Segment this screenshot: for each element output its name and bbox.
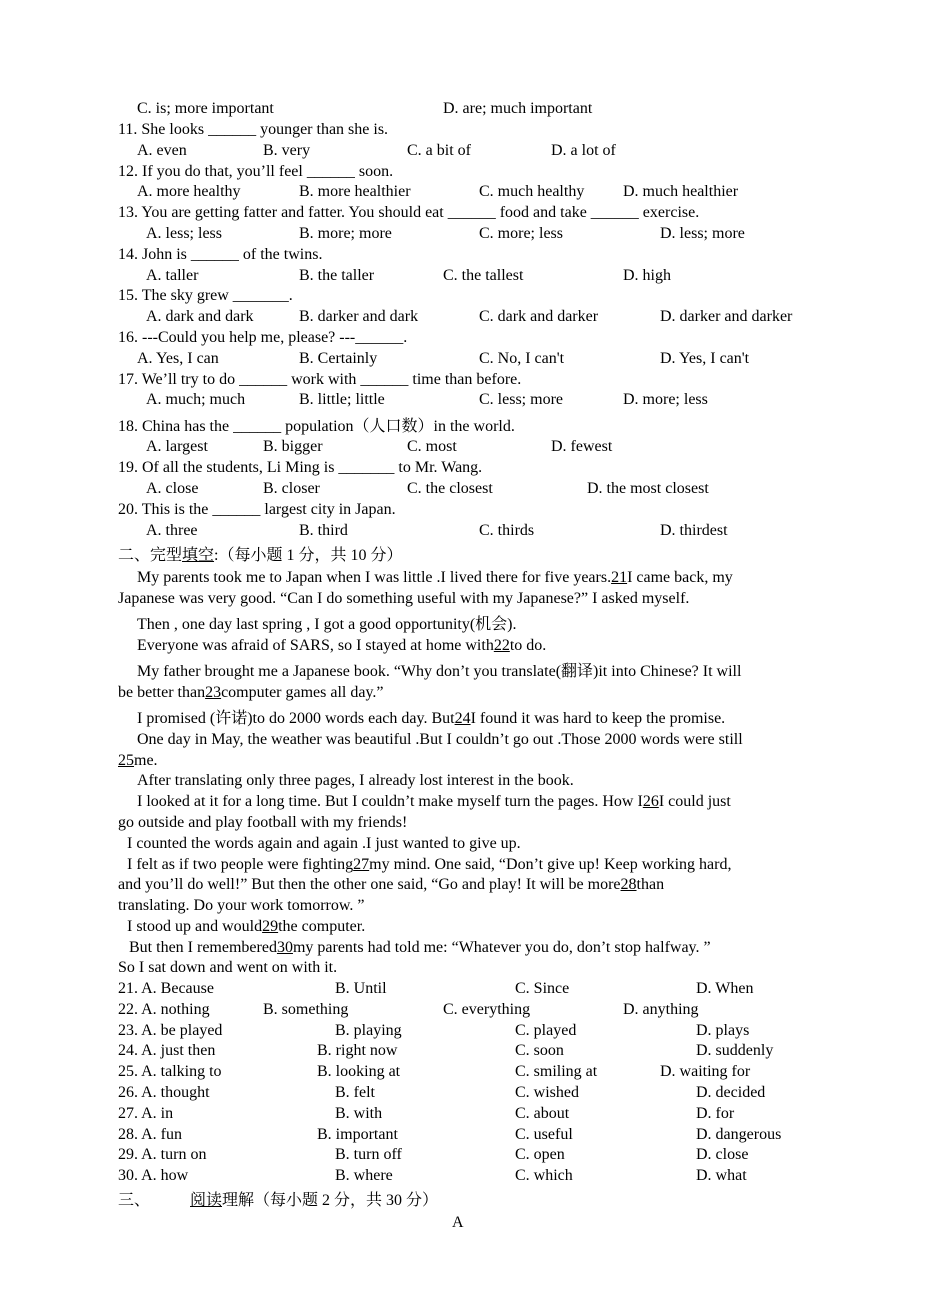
text-segment: I looked at it for a long time. But I couldn’t make myself turn the pages. How I [137, 793, 643, 810]
text-segment: D. much healthier [623, 183, 739, 200]
text-segment: B. looking at [317, 1063, 401, 1080]
text-segment: D. decided [696, 1084, 766, 1101]
text-segment: 17. We’ll try to do ______ work with ______ time than before. [118, 371, 522, 388]
text-segment: I could just [658, 793, 731, 810]
text-segment: A. three [146, 522, 198, 539]
text-segment: to do. [509, 637, 547, 654]
text-segment: C. open [515, 1146, 565, 1163]
text-segment: My parents took me to Japan when I was little .I lived there for five years. [137, 569, 612, 586]
text-segment: B. something [263, 1001, 349, 1018]
text-segment: One day in May, the weather was beautiful .But I couldn’t go out .Those 2000 words were still [137, 731, 743, 748]
text-segment: D. what [696, 1167, 747, 1184]
text-segment: 12. If you do that, you’ll feel ______ soon. [118, 163, 394, 180]
text-segment: C. more; less [479, 225, 563, 242]
text-segment: B. with [335, 1105, 383, 1122]
text-segment: C. about [515, 1105, 570, 1122]
text-segment: But then I remembered [129, 939, 277, 956]
text-segment: B. closer [263, 480, 320, 497]
text-segment: I found it was hard to keep the promise. [470, 710, 726, 727]
text-segment: 14. John is ______ of the twins. [118, 246, 323, 263]
text-segment: 27. A. in [118, 1105, 174, 1122]
text-segment: 13. You are getting fatter and fatter. You should eat ______ food and take ______ exercise. [118, 204, 700, 221]
text-segment: 28 [620, 876, 637, 893]
text-segment: C. everything [443, 1001, 531, 1018]
text-segment: B. right now [317, 1042, 398, 1059]
text-segment: 26 [642, 793, 659, 810]
text-segment: 21. A. Because [118, 980, 214, 997]
text-segment: C. played [515, 1022, 577, 1039]
text-segment: D. the most closest [587, 480, 709, 497]
text-segment: C. dark and darker [479, 308, 599, 325]
text-segment: B. very [263, 142, 311, 159]
text-segment: D. plays [696, 1022, 750, 1039]
text-segment: A. less; less [146, 225, 222, 242]
text-segment: 20. This is the ______ largest city in Japan. [118, 501, 396, 518]
text-segment: 25 [118, 752, 134, 769]
text-segment: A. dark and dark [146, 308, 254, 325]
text-segment: 阅读 [190, 1192, 223, 1209]
text-segment: B. darker and dark [299, 308, 419, 325]
text-segment: C. the closest [407, 480, 493, 497]
text-segment: A. much; much [146, 391, 246, 408]
text-segment: C. much healthy [479, 183, 585, 200]
text-segment: Then , one day last spring , I got a good opportunity(机会). [137, 616, 517, 633]
text-segment: A. close [146, 480, 199, 497]
text-segment: D. Yes, I can't [660, 350, 750, 367]
text-segment: be better than [118, 684, 206, 701]
text-segment: B. little; little [299, 391, 385, 408]
text-segment: B. more; more [299, 225, 392, 242]
text-segment: A. taller [146, 267, 199, 284]
text-segment: C. No, I can't [479, 350, 565, 367]
text-segment: the computer. [278, 918, 366, 935]
text-segment: C. which [515, 1167, 573, 1184]
text-segment: B. important [317, 1126, 398, 1143]
text-segment: D. anything [623, 1001, 699, 1018]
text-segment: 27 [353, 856, 370, 873]
text-segment: C. Since [515, 980, 570, 997]
text-segment: 24. A. just then [118, 1042, 216, 1059]
text-segment: C. less; more [479, 391, 563, 408]
text-segment: D. dangerous [696, 1126, 782, 1143]
text-segment: B. felt [335, 1084, 375, 1101]
text-segment: C. thirds [479, 522, 535, 539]
text-segment: my parents had told me: “Whatever you do, don’t stop halfway. ” [292, 939, 711, 956]
text-segment: I stood up and would [127, 918, 263, 935]
text-segment: 三、 [118, 1192, 151, 1209]
text-segment: D. fewest [551, 438, 613, 455]
text-segment: 16. ---Could you help me, please? ---______. [118, 329, 408, 346]
text-segment: 22 [493, 637, 510, 654]
text-segment: C. smiling at [515, 1063, 598, 1080]
text-segment: C. most [407, 438, 457, 455]
text-segment: D. high [623, 267, 671, 284]
text-segment: B. Certainly [299, 350, 378, 367]
text-segment: I promised (许诺)to do 2000 words each day. But [137, 710, 455, 727]
text-segment: 21 [611, 569, 628, 586]
text-segment: and you’ll do well!” But then the other one said, “Go and play! It will be more [118, 876, 621, 893]
text-segment: So I sat down and went on with it. [118, 959, 338, 976]
text-segment: my mind. One said, “Don’t give up! Keep working hard, [369, 856, 732, 873]
text-segment: C. useful [515, 1126, 573, 1143]
text-segment: D. close [696, 1146, 749, 1163]
text-segment: D. are; much important [443, 100, 593, 117]
text-segment: A. more healthy [137, 183, 241, 200]
text-segment: 23 [205, 684, 222, 701]
text-segment: C. soon [515, 1042, 564, 1059]
text-segment: D. thirdest [660, 522, 728, 539]
text-segment: B. where [335, 1167, 393, 1184]
text-segment: go outside and play football with my friends! [118, 814, 408, 831]
text-segment: Everyone was afraid of SARS, so I stayed at home with [137, 637, 494, 654]
text-segment: A. even [137, 142, 187, 159]
text-segment: 22. A. nothing [118, 1001, 210, 1018]
text-segment: 理解（每小题 2 分，共 30 分） [222, 1192, 439, 1209]
text-segment: C. is; more important [137, 100, 274, 117]
text-segment: B. Until [335, 980, 387, 997]
text-segment: D. waiting for [660, 1063, 751, 1080]
text-segment: A. Yes, I can [137, 350, 219, 367]
text-segment: C. the tallest [443, 267, 524, 284]
text-segment: 30. A. how [118, 1167, 189, 1184]
text-segment: D. When [696, 980, 754, 997]
text-segment: D. less; more [660, 225, 745, 242]
text-segment: than [636, 876, 665, 893]
text-segment: D. a lot of [551, 142, 616, 159]
text-segment: I came back, my [627, 569, 733, 586]
text-segment: :（每小题 1 分，共 10 分） [214, 547, 403, 564]
text-segment: B. turn off [335, 1146, 402, 1163]
text-segment: I counted the words again and again .I just wanted to give up. [127, 835, 521, 852]
text-segment: 29 [262, 918, 279, 935]
text-segment: translating. Do your work tomorrow. ” [118, 897, 365, 914]
text-segment: me. [134, 752, 158, 769]
text-segment: 25. A. talking to [118, 1063, 222, 1080]
text-segment: B. more healthier [299, 183, 411, 200]
text-segment: 28. A. fun [118, 1126, 182, 1143]
text-segment: D. suddenly [696, 1042, 774, 1059]
text-segment: I felt as if two people were fighting [127, 856, 354, 873]
text-segment: 24 [454, 710, 471, 727]
text-segment: 18. China has the ______ population（人口数）in the world. [118, 418, 515, 435]
text-segment: 29. A. turn on [118, 1146, 207, 1163]
text-segment: 填空 [182, 547, 215, 564]
text-segment: 19. Of all the students, Li Ming is _______ to Mr. Wang. [118, 459, 483, 476]
text-segment: 二、完型 [118, 547, 183, 564]
text-segment: D. more; less [623, 391, 708, 408]
text-segment: B. playing [335, 1022, 402, 1039]
text-segment: D. darker and darker [660, 308, 793, 325]
text-segment: My father brought me a Japanese book. “Why don’t you translate(翻译)it into Chinese? It will [137, 663, 742, 680]
text-segment: C. a bit of [407, 142, 471, 159]
text-segment: 15. The sky grew _______. [118, 287, 293, 304]
text-segment: B. third [299, 522, 348, 539]
text-segment: 11. She looks ______ younger than she is. [118, 121, 389, 138]
text-segment: A [452, 1214, 464, 1231]
text-segment: 23. A. be played [118, 1022, 223, 1039]
text-segment: C. wished [515, 1084, 579, 1101]
text-segment: B. bigger [263, 438, 323, 455]
text-segment: A. largest [146, 438, 208, 455]
text-segment: B. the taller [299, 267, 375, 284]
text-segment: 26. A. thought [118, 1084, 210, 1101]
text-segment: Japanese was very good. “Can I do something useful with my Japanese?” I asked myself. [118, 590, 690, 607]
text-segment: D. for [696, 1105, 735, 1122]
text-segment: computer games all day.” [221, 684, 384, 701]
text-segment: After translating only three pages, I already lost interest in the book. [137, 772, 574, 789]
text-segment: 30 [276, 939, 293, 956]
